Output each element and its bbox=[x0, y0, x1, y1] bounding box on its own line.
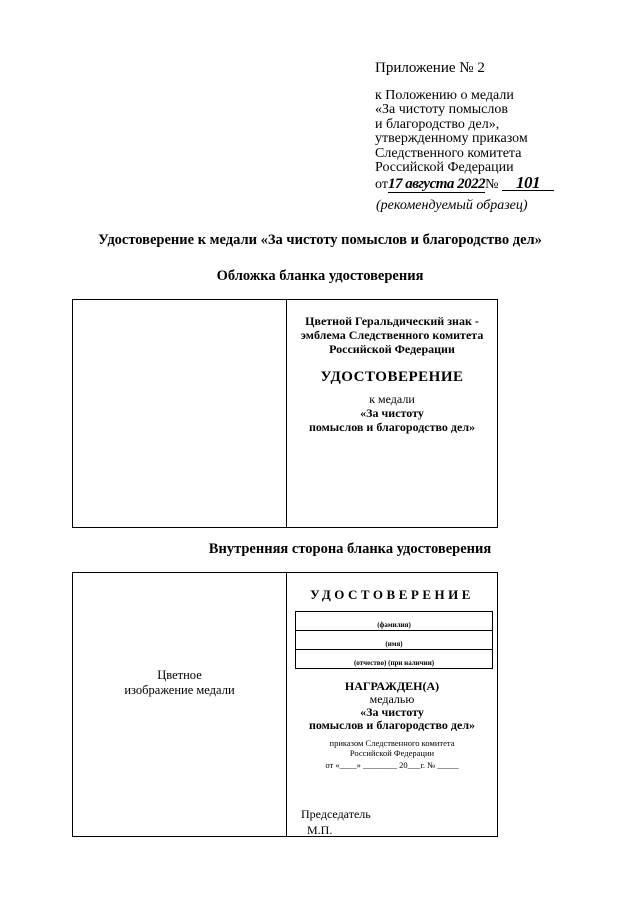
medal-image-text: Цветное bbox=[157, 668, 202, 682]
sign-prefix: от bbox=[375, 176, 388, 192]
emblem-line: эмблема Следственного комитета bbox=[300, 328, 484, 342]
inner-right-page bbox=[287, 573, 497, 836]
appendix-header bbox=[375, 61, 615, 192]
cover-medal-name: «За чистоту bbox=[360, 406, 424, 420]
header-line: Следственного комитета bbox=[375, 145, 522, 161]
header-line: к Положению о медали bbox=[375, 87, 514, 103]
emblem-line: Российской Федерации bbox=[329, 342, 455, 356]
header-line: Российской Федерации bbox=[375, 160, 514, 175]
awarded-label: НАГРАЖДЕН(А) bbox=[344, 679, 440, 693]
cover-section-heading: Обложка бланка удостоверения bbox=[216, 268, 424, 284]
fio-row bbox=[296, 630, 492, 649]
fio-row bbox=[296, 612, 492, 630]
stamp-label: М.П. bbox=[307, 823, 333, 837]
header-line: утвержденному приказом bbox=[375, 131, 528, 146]
awarded-block bbox=[287, 680, 497, 732]
fio-table bbox=[295, 611, 493, 669]
name-label: (имя) bbox=[385, 640, 403, 648]
cover-form bbox=[72, 299, 498, 528]
document-title: Удостоверение к медали «За чистоту помыслов и благородство дел» bbox=[98, 232, 542, 248]
inner-section-heading: Внутренняя сторона бланка удостоверения bbox=[208, 541, 492, 557]
cover-cert-title: УДОСТОВЕРЕНИЕ bbox=[320, 369, 464, 385]
order-line: приказом Следственного комитета bbox=[329, 738, 455, 748]
medal-image-text: изображение медали bbox=[124, 683, 235, 697]
inner-form bbox=[72, 572, 498, 837]
with-medal: медалью bbox=[369, 692, 415, 706]
patronymic-label: (отчество) (при наличии) bbox=[353, 659, 435, 667]
chairman-label: Председатель bbox=[301, 807, 371, 821]
order-block bbox=[287, 739, 497, 771]
inner-medal-name: помыслов и благородство дел» bbox=[308, 718, 476, 732]
inner-medal-name: «За чистоту bbox=[360, 705, 424, 719]
cover-medal-name: помыслов и благородство дел» bbox=[308, 420, 476, 434]
inner-cert-title: УДОСТОВЕРЕНИЕ bbox=[310, 587, 474, 602]
appendix-number: Приложение № 2 bbox=[375, 60, 485, 76]
handwritten-number: 101 bbox=[502, 176, 554, 192]
handwritten-date: 17 августа 2022 bbox=[387, 175, 486, 192]
header-line: и благородство дел», bbox=[375, 116, 500, 132]
order-date-line: от «____» ________ 20___г. № _____ bbox=[325, 760, 459, 770]
header-line: «За чистоту помыслов bbox=[375, 102, 508, 117]
cover-front bbox=[287, 314, 497, 434]
order-line: Российской Федерации bbox=[349, 747, 435, 758]
emblem-line: Цветной Геральдический знак - bbox=[305, 314, 479, 328]
sample-note: (рекомендуемый образец) bbox=[376, 198, 528, 213]
fio-row bbox=[296, 649, 492, 668]
signature-line bbox=[375, 172, 615, 193]
sign-number-label: № bbox=[485, 176, 499, 192]
cover-to-medal: к медали bbox=[369, 392, 415, 406]
surname-label: (фамилия) bbox=[377, 621, 411, 629]
medal-image-placeholder bbox=[73, 668, 286, 698]
